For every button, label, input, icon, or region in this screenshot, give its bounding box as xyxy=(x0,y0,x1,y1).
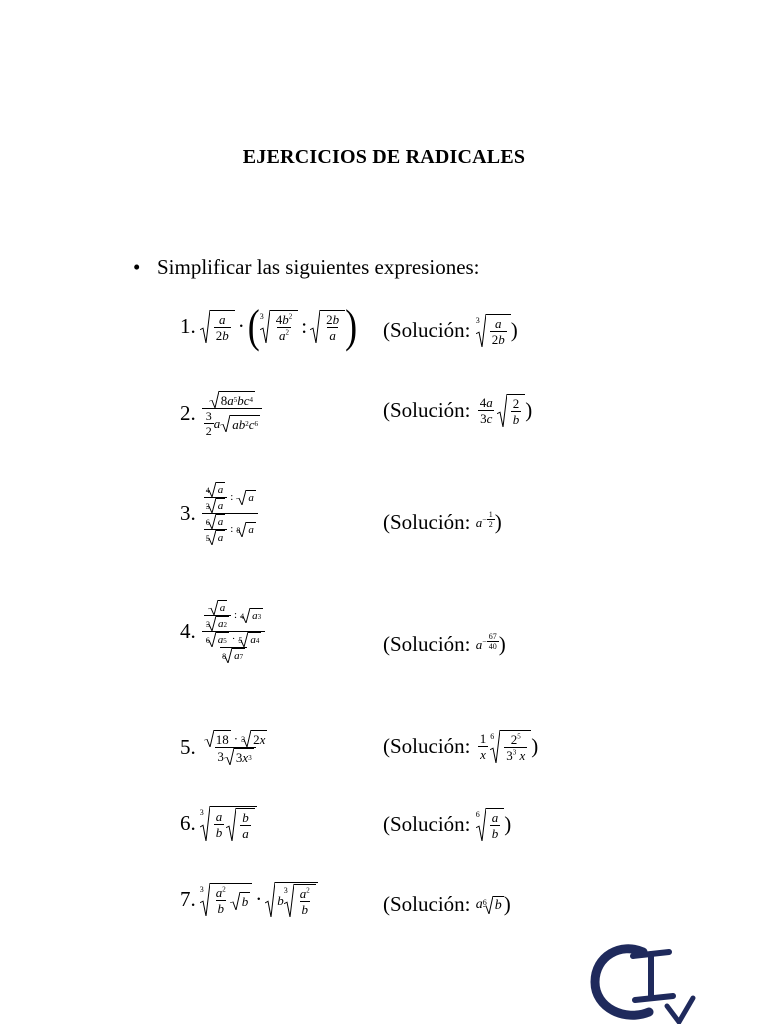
radical: 2b a xyxy=(310,310,345,343)
solution-label: (Solución: xyxy=(383,632,471,656)
close-paren: ) xyxy=(525,398,533,422)
exercise-5 xyxy=(180,730,271,765)
exercise-3 xyxy=(180,482,260,545)
solution-label: (Solución: xyxy=(383,892,471,916)
close-paren: ) xyxy=(503,892,511,916)
exercise-number: 4. xyxy=(180,619,196,643)
radical: 3 a 2b xyxy=(476,314,511,347)
fraction: 4 a 3 a : a 6 a 5 a : 8 a xyxy=(202,482,258,545)
exercise-number: 7. xyxy=(180,887,196,911)
exercise-1: 1. a 2b · ( 3 $4b^2$ $a^2$ : 2b a ) xyxy=(180,300,358,352)
exercise-7: 7. 3 $a^2$ b b · b 3 $a^2$ b xyxy=(180,882,318,917)
radical: a 2b xyxy=(200,310,235,343)
solution-label: (Solución: xyxy=(383,734,471,758)
exercise-4 xyxy=(180,600,267,663)
close-paren: ) xyxy=(510,318,518,342)
close-paren: ) xyxy=(498,632,506,656)
solution-label: (Solución: xyxy=(383,398,471,422)
solution-label: (Solución: xyxy=(383,318,471,342)
close-paren: ) xyxy=(504,812,512,836)
solution-label: (Solución: xyxy=(383,812,471,836)
exercise-6: 6. 3 a b b a xyxy=(180,806,257,841)
page-title: EJERCICIOS DE RADICALES xyxy=(242,146,526,168)
exercise-number: 2. xyxy=(180,401,196,426)
exercise-2 xyxy=(180,390,264,438)
fraction: a 3 a 2 : 4 a 3 6 a 5 · 5 a 4 8 a 7 xyxy=(202,600,266,663)
solution-1 xyxy=(383,314,518,347)
solution-4: (Solución: a − 67 40 ) xyxy=(383,632,506,656)
close-paren: ) xyxy=(531,734,539,758)
instruction-text: Simplificar las siguientes expresiones: xyxy=(157,255,480,279)
exercise-number: 6. xyxy=(180,811,196,835)
radical: 3 $4b^2$ $a^2$ xyxy=(260,310,299,343)
solution-6: (Solución: 6 a b ) xyxy=(383,810,512,841)
solution-2: (Solución: 4a 3c 2 b ) xyxy=(383,395,533,427)
instruction xyxy=(133,255,480,280)
solution-3: (Solución: a − 1 2 ) xyxy=(383,510,502,534)
exercise-number: 5. xyxy=(180,735,196,759)
exercise-number: 1. xyxy=(180,313,196,338)
solution-5: (Solución: 1 x 6 $2^5$ $3^3$ x ) xyxy=(383,731,539,763)
fraction: 18 · 3 2 x 3 3 x 3 xyxy=(202,730,270,765)
ci-logo-icon xyxy=(585,938,705,1024)
fraction: 8 a 5 bc 4 3 2 a ab 2 c 6 xyxy=(202,390,262,438)
solution-7: (Solución: a 6 b ) xyxy=(383,892,511,916)
solution-label: (Solución: xyxy=(383,510,471,534)
bullet: • xyxy=(133,255,141,279)
close-paren: ) xyxy=(494,510,502,534)
exercise-number: 3. xyxy=(180,501,196,525)
